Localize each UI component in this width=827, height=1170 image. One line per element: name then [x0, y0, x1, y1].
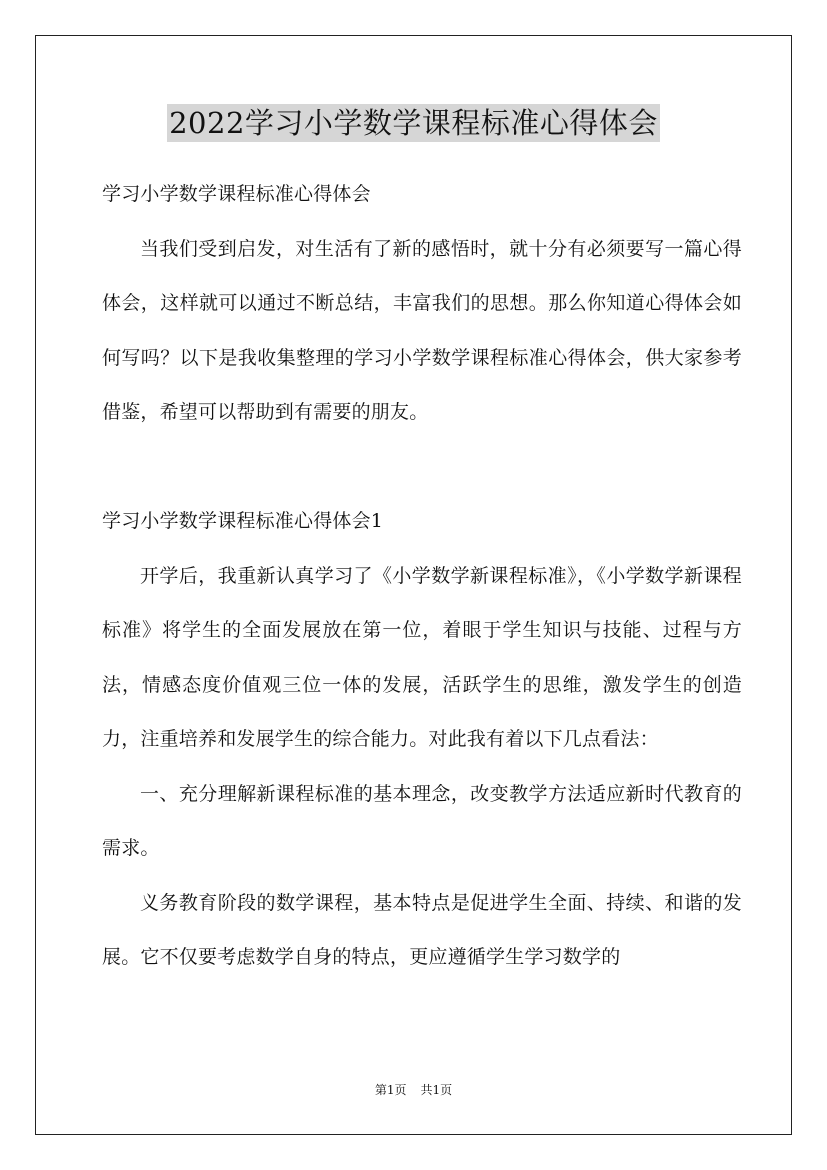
paragraph-spacer — [102, 440, 742, 495]
subtitle: 学习小学数学课程标准心得体会 — [102, 183, 371, 205]
section-heading: 学习小学数学课程标准心得体会1 — [102, 510, 384, 532]
page-total: 共1页 — [420, 1083, 453, 1097]
document-title: 2022学习小学数学课程标准心得体会 — [169, 106, 658, 140]
body-paragraph: 一、充分理解新课程标准的基本理念，改变教学方法适应新时代教育的需求。 — [102, 782, 742, 859]
document-body — [102, 167, 742, 985]
page-footer — [0, 1082, 827, 1098]
title-container — [0, 104, 827, 142]
page-number: 第1页 — [374, 1083, 407, 1097]
body-paragraph: 义务教育阶段的数学课程，基本特点是促进学生全面、持续、和谐的发展。它不仅要考虑数学自身的特点，更应遵循学生学习数学的 — [102, 891, 742, 968]
body-paragraph: 开学后，我重新认真学习了《小学数学新课程标准》，《小学数学新课程标准》将学生的全面发展放在第一位，着眼于学生知识与技能、过程与方法，情感态度价值观三位一体的发展，活跃学生的思维，激发学生的创造力，注重培养和发展学生的综合能力。对此我有着以下几点看法： — [102, 564, 742, 750]
intro-paragraph: 当我们受到启发，对生活有了新的感悟时，就十分有必须要写一篇心得体会，这样就可以通过不断总结，丰富我们的思想。那么你知道心得体会如何写吗？以下是我收集整理的学习小学数学课程标准心得体会，供大家参考借鉴，希望可以帮助到有需要的朋友。 — [102, 237, 742, 423]
